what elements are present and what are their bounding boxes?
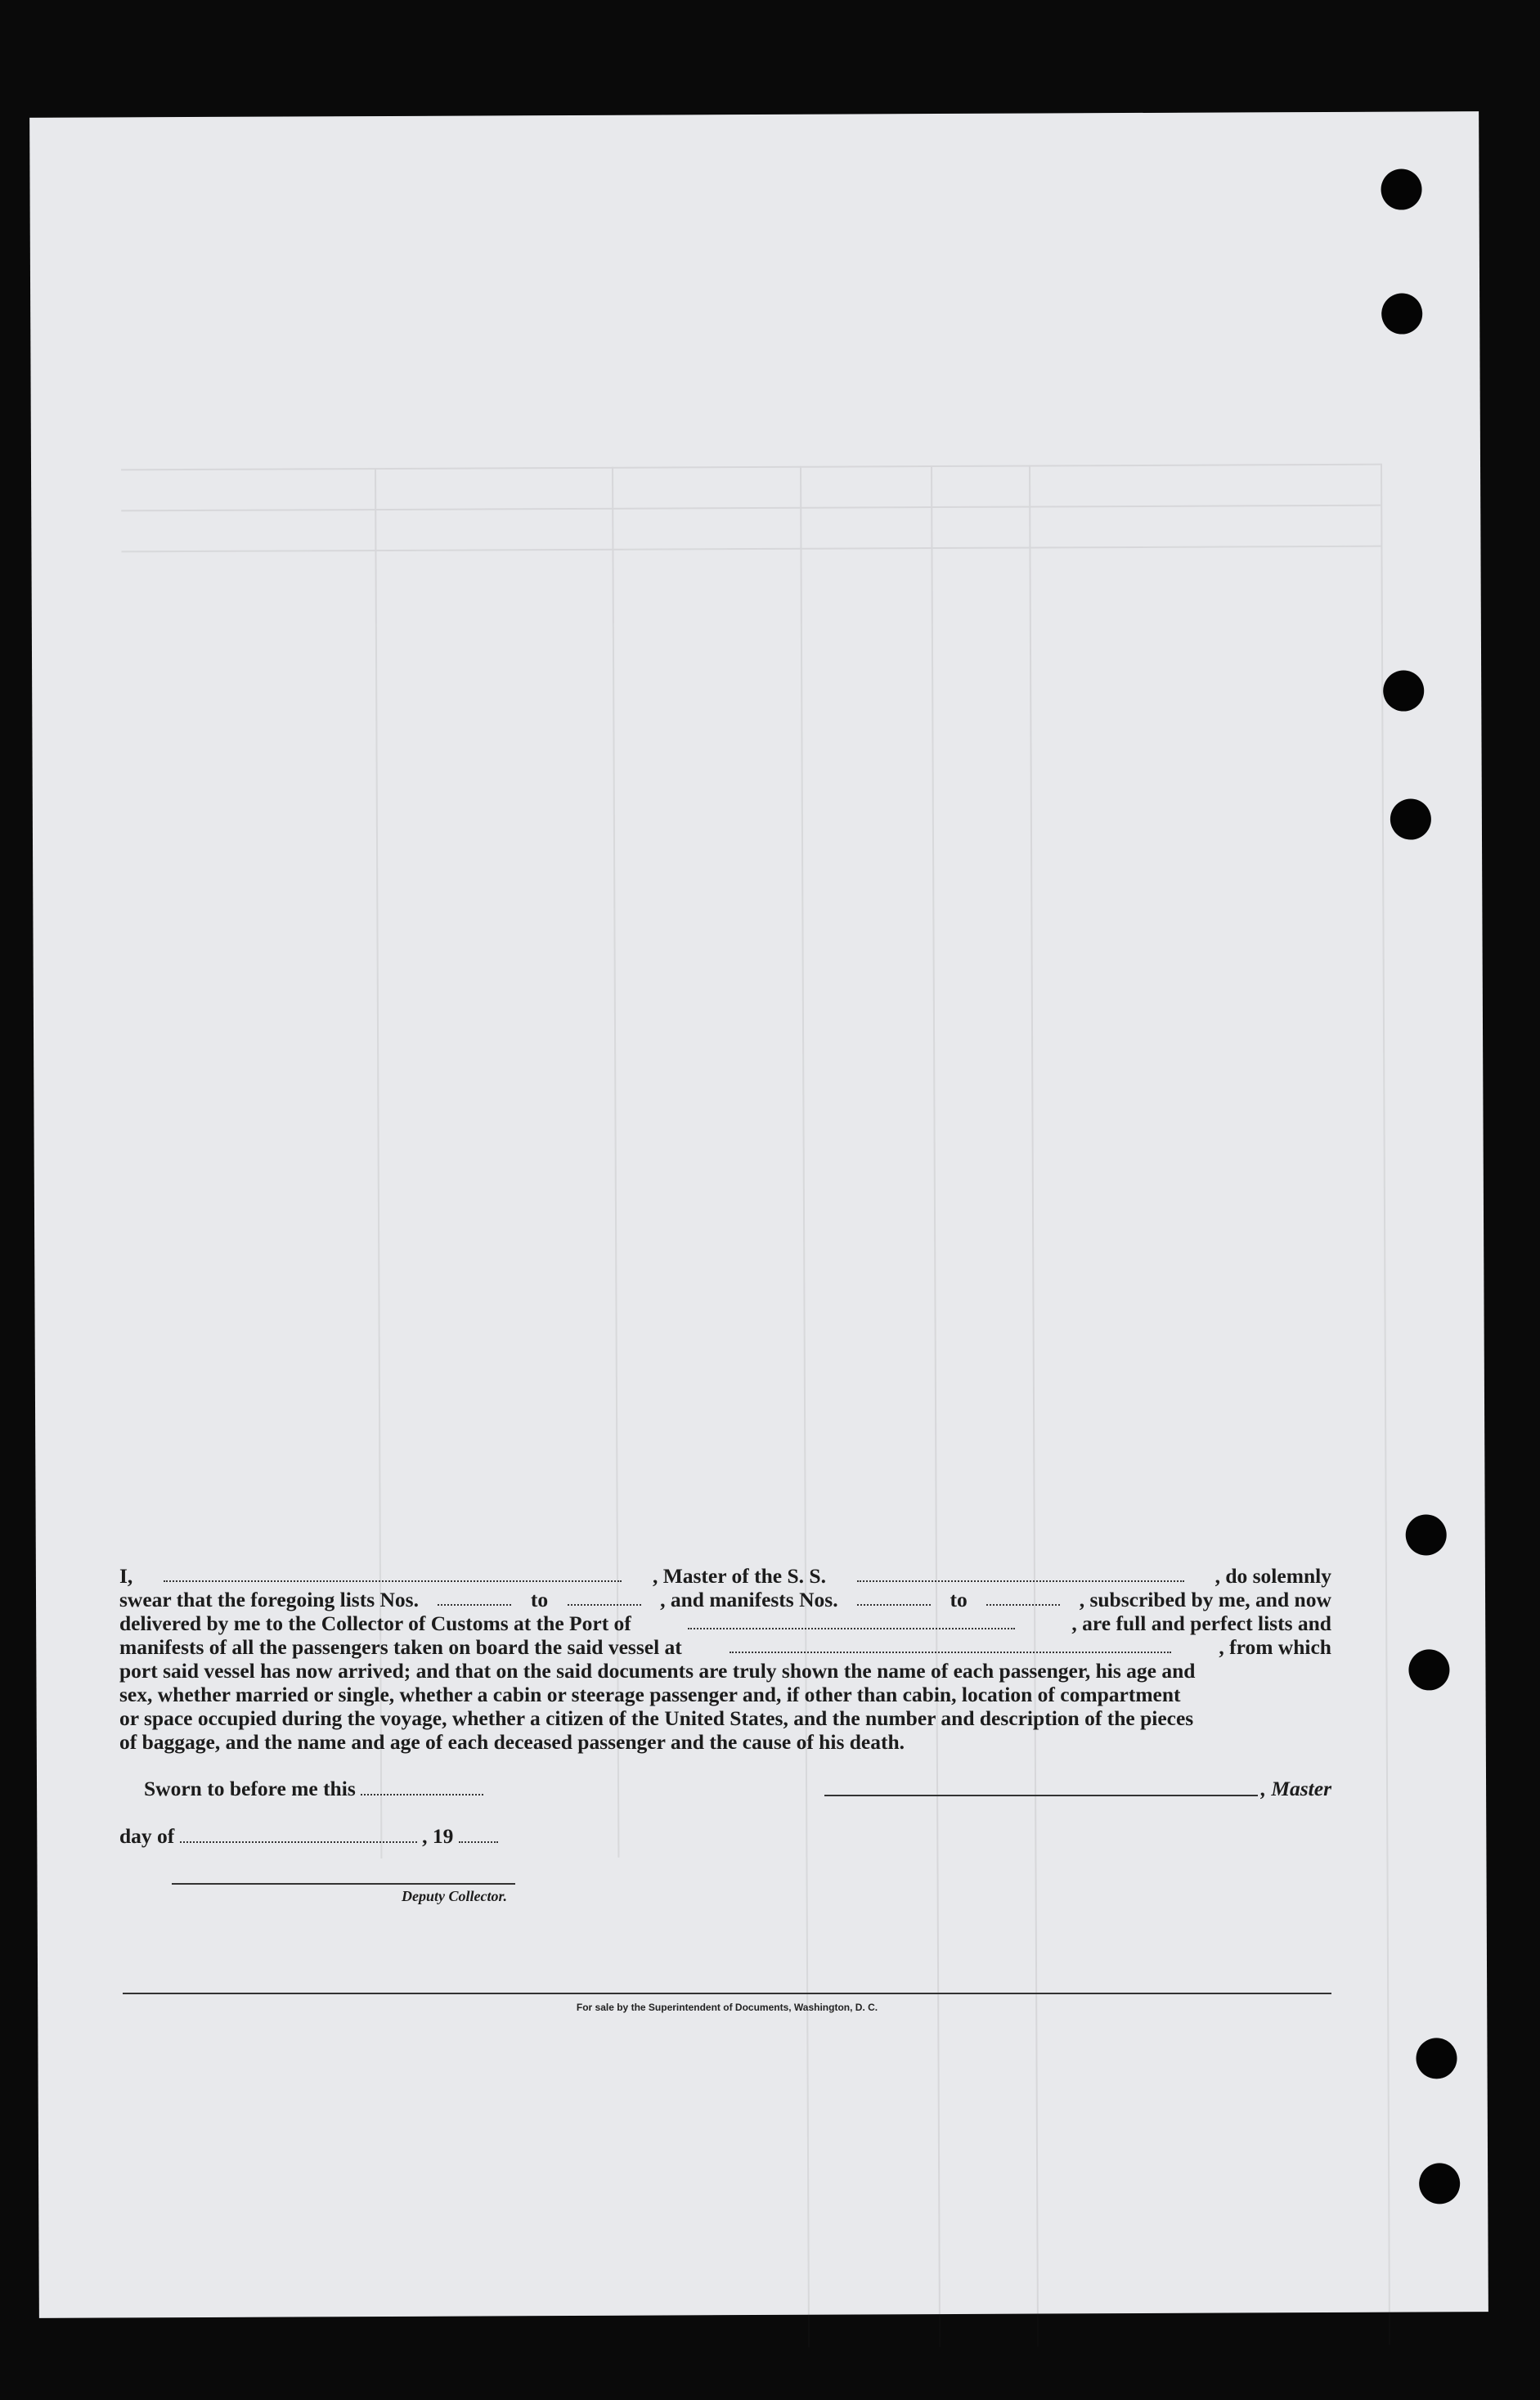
day-of-line — [119, 1824, 498, 1849]
oath-line — [119, 1588, 1331, 1611]
master-label: , Master — [1260, 1777, 1331, 1800]
oath-line — [119, 1564, 1331, 1588]
punch-hole — [1406, 1514, 1447, 1555]
oath-text: delivered by me to the Collector of Customs at the Port of — [119, 1611, 631, 1635]
oath-text: to — [530, 1588, 549, 1611]
oath-text: swear that the foregoing lists Nos. — [119, 1588, 419, 1611]
paper-sheet — [29, 111, 1488, 2318]
oath-text: , are full and perfect lists and — [1071, 1611, 1331, 1635]
list-to-blank — [568, 1588, 641, 1606]
oath-text: , and manifests Nos. — [660, 1588, 838, 1611]
master-name-blank — [164, 1564, 622, 1582]
month-blank — [180, 1825, 417, 1843]
year-blank — [459, 1825, 498, 1843]
deputy-collector-label: Deputy Collector. — [402, 1888, 507, 1904]
oath-paragraph — [119, 1564, 1331, 1754]
punch-hole — [1381, 293, 1422, 334]
vessel-name-blank — [857, 1564, 1184, 1582]
oath-text: , from which — [1219, 1635, 1331, 1659]
oath-text: sex, whether married or single, whether a cabin or steerage passenger and, if other than cabin, location of compartment — [119, 1683, 1181, 1706]
bleed-through-table — [120, 276, 1405, 2375]
sworn-label: Sworn to before me this — [144, 1777, 356, 1800]
oath-text: port said vessel has now arrived; and that on the said documents are truly shown the name of each passenger, his age and — [119, 1659, 1196, 1683]
year-prefix: , 19 — [422, 1824, 454, 1848]
oath-line — [119, 1683, 1331, 1706]
footer-note: For sale by the Superintendent of Documents, Washington, D. C. — [576, 2002, 878, 2013]
oath-text: of baggage, and the name and age of each deceased passenger and the cause of his death. — [119, 1730, 905, 1754]
oath-line — [119, 1706, 1331, 1730]
oath-text: or space occupied during the voyage, whether a citizen of the United States, and the number and description of the pieces — [119, 1706, 1194, 1730]
master-signature-rule — [824, 1795, 1258, 1796]
oath-line — [119, 1611, 1331, 1635]
sworn-date-blank — [361, 1778, 483, 1796]
punch-hole — [1408, 1649, 1449, 1690]
oath-text: , Master of the S. S. — [652, 1564, 826, 1588]
punch-hole — [1390, 798, 1431, 839]
deputy-signature-rule — [172, 1883, 515, 1885]
port-blank — [688, 1611, 1015, 1629]
sworn-line — [144, 1777, 483, 1801]
oath-line — [119, 1730, 1331, 1754]
oath-text: I, — [119, 1564, 133, 1588]
footer-rule — [123, 1993, 1331, 1994]
list-from-blank — [438, 1588, 511, 1606]
deputy-collector-signature — [172, 1883, 515, 1905]
punch-hole — [1419, 2163, 1460, 2204]
departure-port-blank — [730, 1635, 1171, 1653]
oath-text: to — [950, 1588, 968, 1611]
oath-text: , do solemnly — [1214, 1564, 1331, 1588]
oath-text: manifests of all the passengers taken on board the said vessel at — [119, 1635, 682, 1659]
punch-hole — [1383, 670, 1424, 711]
oath-text: , subscribed by me, and now — [1079, 1588, 1331, 1611]
day-of-label: day of — [119, 1824, 175, 1848]
master-signature-line — [824, 1777, 1331, 1801]
oath-line — [119, 1659, 1331, 1683]
punch-hole — [1416, 2038, 1457, 2079]
manifest-to-blank — [986, 1588, 1060, 1606]
punch-hole — [1381, 169, 1421, 209]
oath-line — [119, 1635, 1331, 1659]
manifest-from-blank — [857, 1588, 931, 1606]
